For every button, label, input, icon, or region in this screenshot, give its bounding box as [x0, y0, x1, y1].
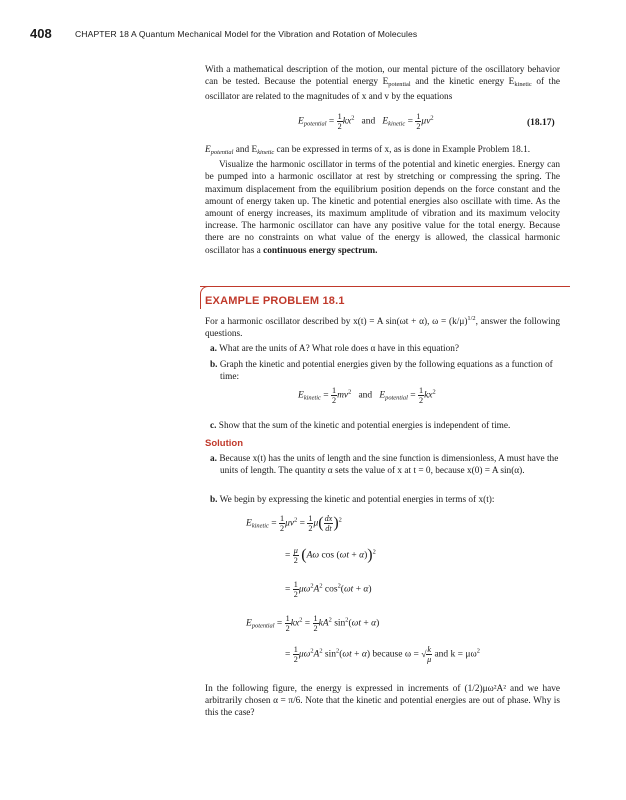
closing-paragraph: In the following figure, the energy is expressed in increments of (1/2)μω²A² and we have arbitrarily chosen α = π/6. Note that the kinetic and potential energies are out of phase. Why is this the case? [205, 684, 560, 719]
question-b: b. Graph the kinetic and potential energies given by the following equations as a function of time: [210, 360, 553, 383]
derivation-line-1: $E_{kinetic}$ = $\frac{1}{2}$ $\mu v^2$ = $\frac{1}{2}$ μ( $\frac{dx}{dt}$ )$^2$ [246, 514, 342, 533]
equation-energies: $E_{kinetic}$ = $\frac{1}{2}$ $mv^2$ and $E_{potential}$ = $\frac{1}{2}$ $kx^2$ [298, 386, 436, 405]
derivation-line-5: = $\frac{1}{2}$ $\mu\omega^2A^2$ $\sin^2(\omega t + \alpha)$ because ω = √ $\frac{k}{\mu}$ and $k = \mu\omega^2$ [285, 645, 480, 664]
example-prompt: For a harmonic oscillator described by x(t) = A sin(ωt + α), $\omega = (k/\mu)^{1/2}$, answer the following questions. [205, 315, 560, 340]
question-a: a. What are the units of A? What role does α have in this equation? [210, 344, 460, 354]
derivation-line-4: $E_{potential}$ = $\frac{1}{2}$ $kx^2$ = $\frac{1}{2}$ $kA^2$ $\sin^2(\omega t + \alpha)$ [246, 614, 380, 633]
equation-number: (18.17) [527, 118, 555, 128]
chapter-title: CHAPTER 18 A Quantum Mechanical Model for the Vibration and Rotation of Molecules [75, 29, 418, 39]
example-title: EXAMPLE PROBLEM 18.1 [205, 295, 345, 307]
question-c: c. Show that the sum of the kinetic and potential energies is independent of time. [210, 421, 511, 431]
body-paragraph-2: $E_{potential}$ and $E_{kinetic}$ can be expressed in terms of x, as is done in Example Problem 18.1. Visualize the harmonic oscillator in terms of the potential and kinetic energies. Energy can be pumped into a harmonic oscillator at rest by stretching or compressing the spring. The maximum displacement from the equilibrium position depends on the force constant and the amount of energy taken up. The kinetic and potential energies also oscillate with time. As the amount of energy increases, its maximum amplitude of vibration and its maximum velocity increase. The harmonic oscillator can have any positive value for the total energy. Because there are no constraints on what value of the energy is allowed, the classical harmonic oscillator has a continuous energy spectrum. [205, 145, 560, 256]
derivation-line-2: = $\frac{\mu}{2}$ (Aω cos (ωt + α))$^2$ [285, 546, 376, 565]
intro-paragraph: With a mathematical description of the motion, our mental picture of the oscillatory behavior can be tested. Because the potential energy $E_{potential}$ and the kinetic energy $E_{kinetic}$ of the oscillator are related to the magnitudes of x and v by the equations [205, 65, 560, 103]
derivation-line-3: = $\frac{1}{2}$ $\mu\omega^2A^2$ $\cos^2(\omega t + \alpha)$ [285, 580, 372, 599]
solution-title: Solution [205, 438, 243, 449]
page-number: 408 [30, 26, 52, 41]
equation-18-17: $E_{potential}$ = $\frac{1}{2}$ $kx^2$ and $E_{kinetic}$ = $\frac{1}{2}$ $\mu v^2$ [298, 112, 434, 131]
running-header [30, 26, 600, 44]
solution-b: b. We begin by expressing the kinetic and potential energies in terms of x(t): [210, 495, 495, 505]
solution-a: a. Because x(t) has the units of length and the sine function is dimensionless, A must have the units of length. The quantity α sets the value of x at t = 0, because x(0) = A sin(α). [210, 454, 559, 477]
